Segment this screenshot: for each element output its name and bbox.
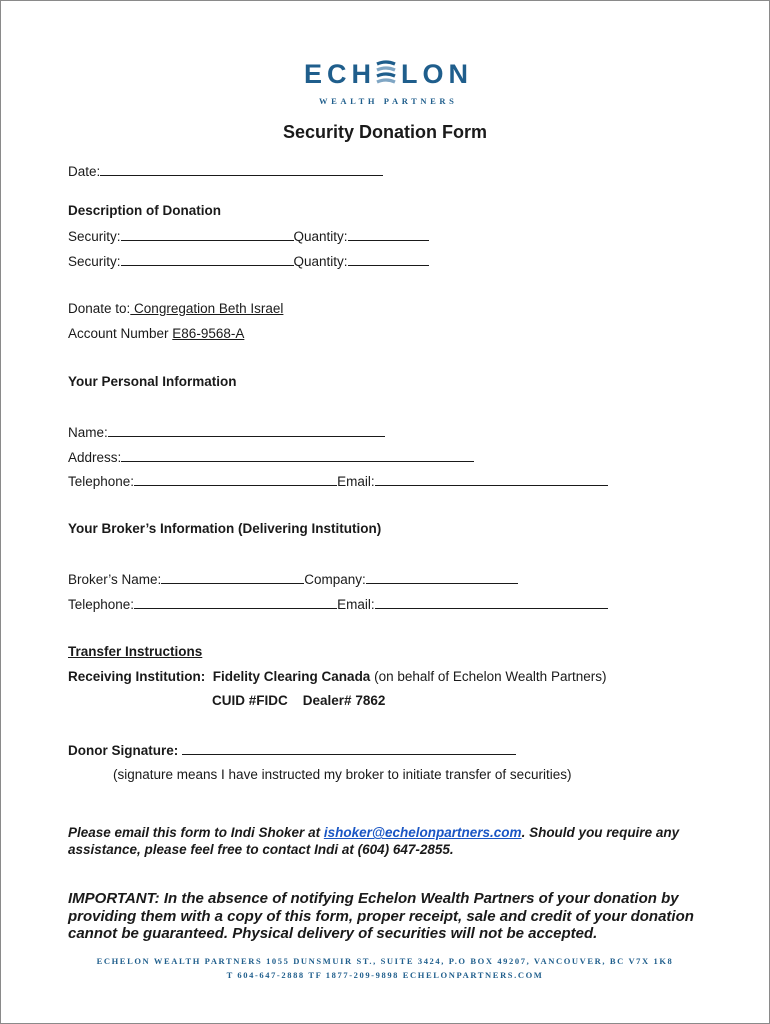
address-label: Address: — [68, 450, 122, 465]
date-row — [68, 163, 383, 179]
personal-email-field[interactable] — [375, 473, 608, 486]
address-field[interactable] — [121, 449, 474, 462]
security-field-1[interactable] — [121, 228, 294, 241]
important-line-1: IMPORTANT: In the absence of notifying Echelon Wealth Partners of your donation by — [68, 890, 679, 907]
broker-name-field[interactable] — [161, 571, 304, 584]
important-line-2: providing them with a copy of this form, proper receipt, sale and credit of your donation — [68, 907, 694, 925]
donate-to-label: Donate to: — [68, 301, 131, 316]
transfer-heading: Transfer Instructions — [68, 644, 203, 659]
email-note-line2: assistance, please feel free to contact Indi at (604) 647-2855. — [68, 842, 454, 857]
email-label: Email: — [337, 597, 375, 612]
broker-heading: Your Broker’s Information (Delivering Institution) — [68, 521, 382, 536]
form-title: Security Donation Form — [282, 122, 488, 142]
logo-word-right: LON — [401, 59, 474, 89]
email-label: Email: — [337, 474, 375, 489]
broker-name-row — [68, 571, 518, 587]
company-field[interactable] — [366, 571, 518, 584]
quantity-label: Quantity: — [293, 229, 348, 244]
receiving-value: Fidelity Clearing Canada — [212, 669, 371, 684]
broker-email-field[interactable] — [375, 596, 608, 609]
cuid-value: CUID #FIDC — [212, 693, 288, 708]
donate-to-row — [68, 301, 283, 316]
account-value: E86-9568-A — [172, 326, 245, 341]
broker-name-label: Broker’s Name: — [68, 572, 162, 587]
company-label: Company: — [304, 572, 366, 587]
signature-row — [68, 742, 516, 758]
account-label: Account Number — [68, 326, 173, 341]
security-label: Security: — [68, 229, 121, 244]
email-link[interactable]: ishoker@echelonpartners.com — [323, 825, 522, 840]
important-line-3: cannot be guaranteed. Physical delivery of securities will not be accepted. — [68, 925, 598, 942]
broker-telephone-row — [68, 596, 608, 612]
receiving-note: (on behalf of Echelon Wealth Partners) — [370, 669, 607, 684]
quantity-field-2[interactable] — [348, 253, 429, 266]
address-row — [68, 449, 474, 465]
email-note-prefix: Please email this form to Indi Shoker at — [68, 825, 324, 840]
account-row — [68, 326, 244, 341]
donate-to-value: Congregation Beth Israel — [130, 301, 284, 316]
dealer-value: Dealer# 7862 — [302, 693, 386, 708]
logo-wave-icon — [376, 60, 396, 86]
receiving-row — [68, 669, 606, 684]
signature-note: (signature means I have instructed my broker to initiate transfer of securities) — [113, 767, 572, 782]
telephone-label: Telephone: — [68, 597, 135, 612]
cuid-row — [212, 693, 385, 708]
receiving-label: Receiving Institution: — [68, 669, 206, 684]
signature-field[interactable] — [182, 742, 516, 755]
telephone-label: Telephone: — [68, 474, 135, 489]
quantity-label: Quantity: — [293, 254, 348, 269]
echelon-logo — [304, 59, 473, 90]
security-label: Security: — [68, 254, 121, 269]
signature-label: Donor Signature: — [68, 743, 182, 758]
broker-telephone-field[interactable] — [134, 596, 337, 609]
security-field-2[interactable] — [121, 253, 294, 266]
quantity-field-1[interactable] — [348, 228, 429, 241]
footer-contact: T 604-647-2888 TF 1877-209-9898 ECHELONPARTNERS.COM — [226, 970, 544, 980]
description-heading: Description of Donation — [68, 203, 221, 218]
logo-word-left: ECH — [304, 59, 377, 89]
email-note-suffix: . Should you require any — [521, 825, 680, 840]
important-notice — [68, 890, 694, 943]
personal-telephone-field[interactable] — [134, 473, 337, 486]
personal-heading: Your Personal Information — [68, 374, 237, 389]
security-row-2 — [68, 253, 429, 269]
name-label: Name: — [68, 425, 108, 440]
email-note — [68, 824, 679, 858]
date-label: Date: — [68, 164, 101, 179]
personal-telephone-row — [68, 473, 608, 489]
date-field[interactable] — [100, 163, 383, 176]
logo-subtitle: WEALTH PARTNERS — [319, 96, 458, 106]
name-row — [68, 424, 385, 440]
footer-address: ECHELON WEALTH PARTNERS 1055 DUNSMUIR ST., SUITE 3424, P.O BOX 49207, VANCOUVER, BC V7X 1K8 — [96, 956, 674, 966]
name-field[interactable] — [108, 424, 385, 437]
security-row-1 — [68, 228, 429, 244]
